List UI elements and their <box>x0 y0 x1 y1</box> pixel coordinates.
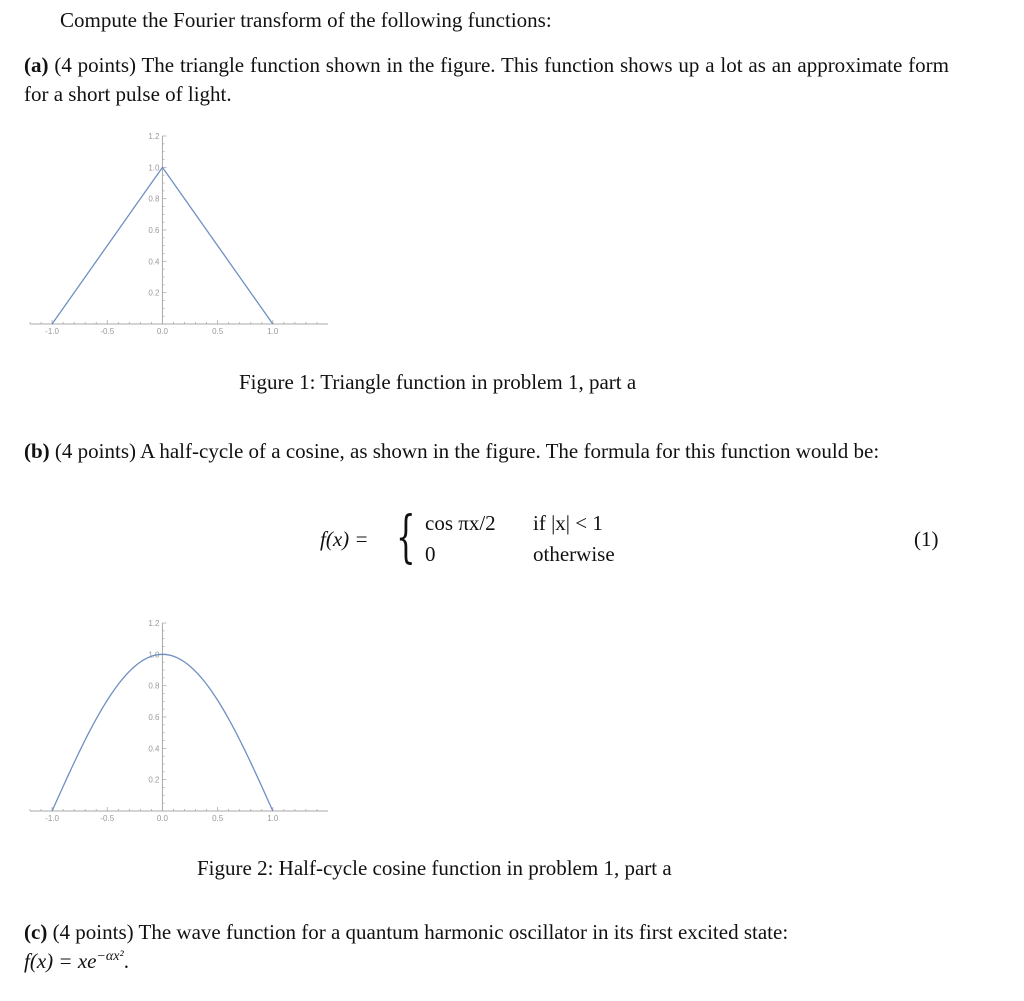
part-a-points: (4 points) <box>54 53 137 77</box>
part-b-text: A half-cycle of a cosine, as shown in the figure. The formula for this function would be: <box>140 439 880 463</box>
triangle-x-tick-label: -1.0 <box>45 327 59 336</box>
part-a-label: (a) <box>24 53 49 77</box>
half-cosine-plot <box>24 615 334 825</box>
triangle-function-plot <box>24 128 334 338</box>
triangle-x-tick-label: 1.0 <box>267 327 279 336</box>
triangle-y-tick-label: 1.0 <box>148 163 160 173</box>
triangle-y-tick-label: 1.2 <box>148 132 160 141</box>
case2-condition: otherwise <box>533 542 615 566</box>
case2-expression: 0 <box>425 542 436 566</box>
half-cosine-y-tick-label: 0.6 <box>148 713 160 722</box>
case1-condition: if |x| < 1 <box>533 511 603 535</box>
half-cosine-x-tick-label: 1.0 <box>267 814 279 823</box>
equation-lhs: f(x) = <box>320 527 369 551</box>
half-cosine-y-tick-label: 0.8 <box>148 681 160 691</box>
triangle-y-tick-label: 0.6 <box>148 226 160 235</box>
triangle-x-tick-label: 0.0 <box>156 327 169 336</box>
case1-expression: cos πx/2 <box>425 511 496 535</box>
equation-1 <box>320 505 950 575</box>
part-c-period: . <box>123 949 129 973</box>
half-cosine-y-tick-label: 1.0 <box>148 650 160 660</box>
intro-text: Compute the Fourier transform of the following functions: <box>60 8 552 32</box>
figure-1-caption: Figure 1: Triangle function in problem 1, part a <box>239 370 637 394</box>
part-b <box>24 437 949 466</box>
half-cosine-x-tick-label: -0.5 <box>100 814 115 823</box>
triangle-y-tick-label: 0.2 <box>148 288 160 298</box>
triangle-x-tick-label: -0.5 <box>100 327 115 336</box>
part-c-points: (4 points) <box>52 920 134 944</box>
half-cosine-y-tick-label: 0.4 <box>148 744 160 754</box>
triangle-x-tick-label: 0.5 <box>212 327 224 336</box>
equation-number: (1) <box>914 527 939 551</box>
half-cosine-x-tick-label: 0.5 <box>212 814 224 823</box>
part-c-exponent: −αx² <box>96 949 124 964</box>
figure-2-caption: Figure 2: Half-cycle cosine function in problem 1, part a <box>197 856 672 880</box>
half-cosine-y-tick-label: 1.2 <box>148 619 160 628</box>
half-cosine-x-tick-label: 0.0 <box>156 814 169 823</box>
part-c-label: (c) <box>24 920 48 944</box>
part-c <box>24 918 949 976</box>
part-b-label: (b) <box>24 439 50 463</box>
half-cosine-x-tick-label: -1.0 <box>45 814 59 823</box>
part-a-text: The triangle function shown in the figure. This function shows up a lot as an approximate form for a short pulse of light. <box>24 53 949 106</box>
triangle-y-tick-label: 0.8 <box>148 194 160 204</box>
part-b-points: (4 points) <box>54 439 136 463</box>
part-a <box>24 51 949 109</box>
part-c-formula: f(x) = xe <box>24 949 97 973</box>
triangle-y-tick-label: 0.4 <box>148 257 160 267</box>
part-c-text: The wave function for a quantum harmonic oscillator in its first excited state: <box>138 920 789 944</box>
half-cosine-y-tick-label: 0.2 <box>148 775 160 785</box>
left-brace: { <box>396 505 416 570</box>
